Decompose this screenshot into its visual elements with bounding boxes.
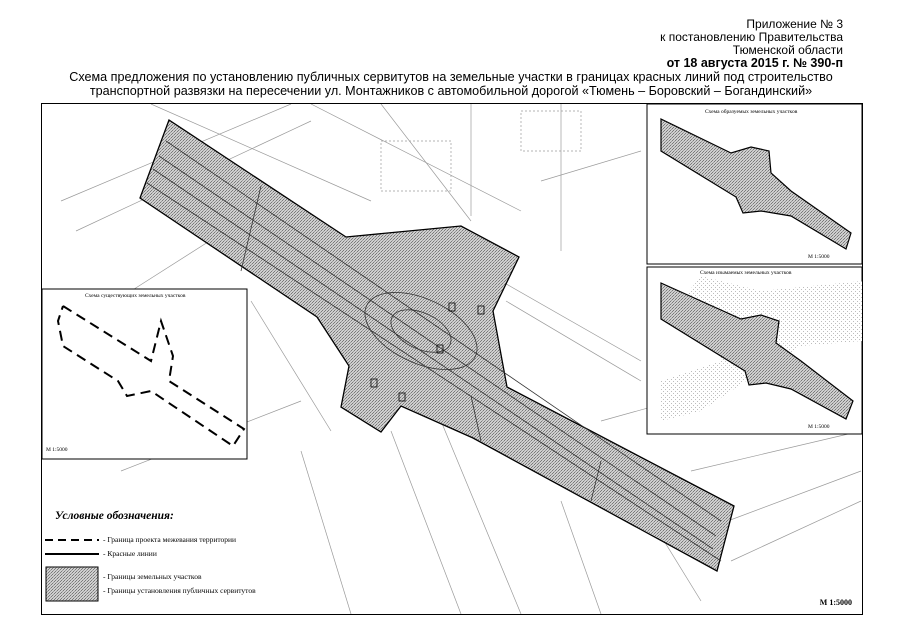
legend-land-plots-label: - Границы земельных участков (103, 572, 202, 581)
decree-reference: к постановлению Правительства (660, 30, 843, 44)
appendix-number: Приложение № 3 (746, 17, 843, 31)
inset-existing-scale: М 1:5000 (46, 447, 68, 453)
legend-red-lines-label: - Красные линии (103, 549, 157, 558)
document-header (660, 18, 843, 70)
inset-formed-scale: М 1:5000 (808, 254, 830, 260)
map-title-line1: Схема предложения по установлению публичных сервитутов на земельные участки в границах красных линий под строительство (69, 70, 833, 84)
inset-existing-title: Схема существующих земельных участков (85, 293, 186, 299)
legend-easements-label: - Границы установления публичных сервитутов (103, 586, 256, 595)
legend-swatches (45, 540, 99, 601)
map-title (20, 70, 882, 98)
inset-formed-plots (647, 104, 862, 264)
inset-withdrawn-plots (647, 267, 862, 434)
region-name: Тюменской области (732, 43, 843, 57)
inset-withdrawn-scale: М 1:5000 (808, 424, 830, 430)
map-title-line2: транспортной развязки на пересечении ул. Монтажников с автомобильной дорогой «Тюмень – Боровский – Богандинский» (89, 84, 813, 98)
legend-title: Условные обозначения: (55, 510, 174, 522)
inset-formed-title: Схема образуемых земельных участков (705, 109, 798, 115)
inset-existing-plots (42, 289, 247, 459)
decree-date: от 18 августа 2015 г. № 390-п (666, 56, 843, 70)
inset-withdrawn-title: Схема изымаемых земельных участков (700, 270, 792, 276)
legend-dashed-label: - Граница проекта межевания территории (103, 535, 237, 544)
map-scale: М 1:5000 (819, 598, 852, 607)
